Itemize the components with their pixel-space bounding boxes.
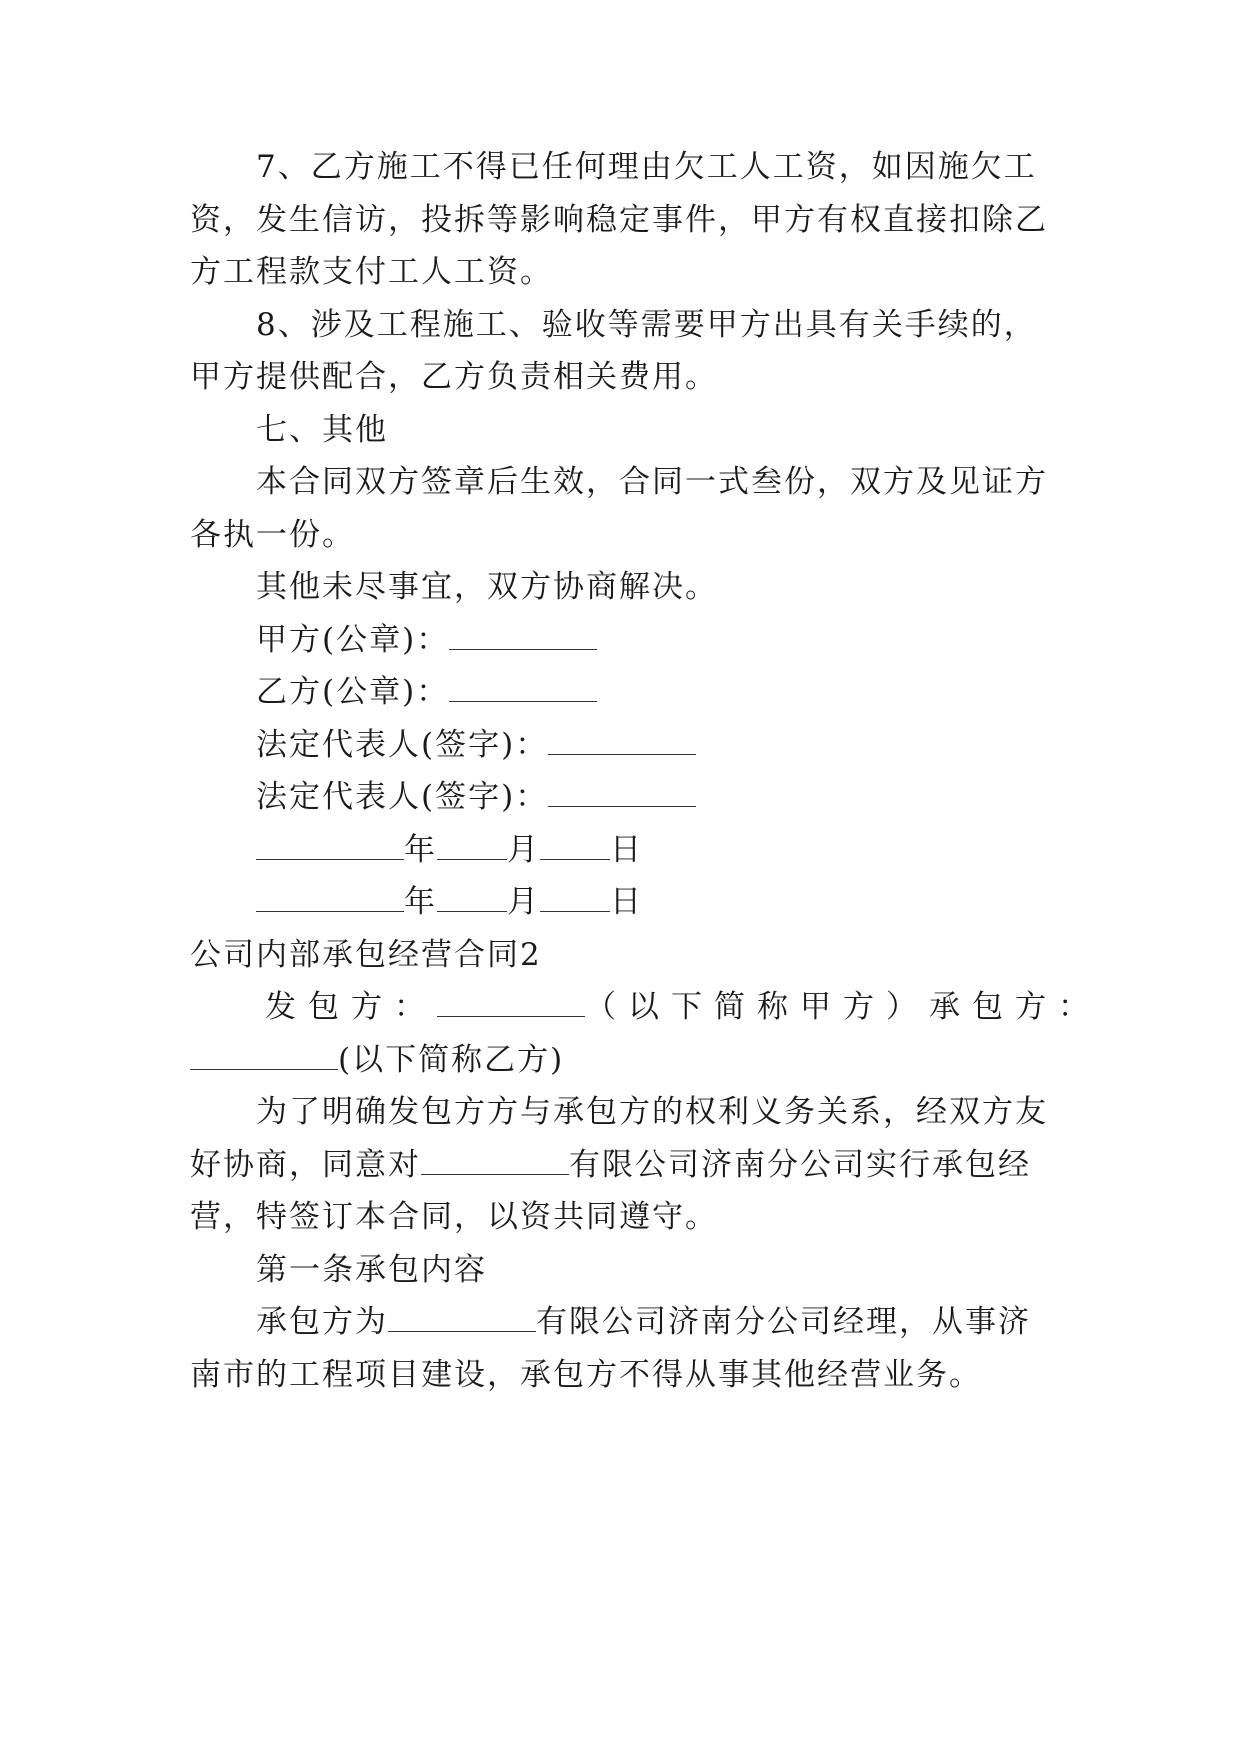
purpose-line-2 xyxy=(190,1145,1031,1185)
legal-rep-row-1 xyxy=(256,725,696,765)
contract-2-title: 公司内部承包经营合同2 xyxy=(190,937,542,973)
date-row-2 xyxy=(256,882,643,922)
issuer-row xyxy=(265,987,1101,1027)
legal-rep-label-1: 法定代表人(签字)： xyxy=(256,727,549,763)
day-blank-2 xyxy=(540,889,610,912)
party-b-seal-row xyxy=(256,672,597,712)
other-matters: 其他未尽事宜，双方协商解决。 xyxy=(256,569,718,605)
issuer-blank xyxy=(437,994,585,1017)
article-1-line-1 xyxy=(256,1302,1031,1342)
effect-line-2: 各执一份。 xyxy=(190,517,355,553)
legal-rep-blank-1 xyxy=(548,732,696,755)
day-blank-1 xyxy=(540,837,610,860)
legal-rep-blank-2 xyxy=(548,784,696,807)
section-7-title: 七、其他 xyxy=(256,412,388,448)
clause-7-line-3: 方工程款支付工人工资。 xyxy=(190,254,553,290)
clause-7-line-2: 资，发生信访，投拆等影响稳定事件，甲方有权直接扣除乙 xyxy=(190,202,1048,238)
article-1-line-1-start: 承包方为 xyxy=(256,1304,388,1340)
year-blank-2 xyxy=(256,889,404,912)
article-1-title: 第一条承包内容 xyxy=(256,1252,487,1288)
purpose-line-1: 为了明确发包方方与承包方的权利义务关系，经双方友 xyxy=(256,1094,1048,1130)
party-b-seal-label: 乙方(公章)： xyxy=(256,674,450,710)
clause-8-line-1: 8、涉及工程施工、验收等需要甲方出具有关手续的， xyxy=(256,307,1037,343)
company-blank-2 xyxy=(388,1309,536,1332)
contractor-blank xyxy=(190,1047,338,1070)
clause-8-line-2: 甲方提供配合，乙方负责相关费用。 xyxy=(190,359,718,395)
party-a-seal-blank xyxy=(449,627,597,650)
month-blank-1 xyxy=(437,837,507,860)
day-label-2: 日 xyxy=(610,884,643,920)
purpose-line-2-end: 有限公司济南分公司实行承包经 xyxy=(569,1147,1031,1183)
article-1-line-1-end: 有限公司济南分公司经理，从事济 xyxy=(536,1304,1031,1340)
clause-7-line-1: 7、乙方施工不得已任何理由欠工人工资，如因施欠工 xyxy=(256,149,1037,185)
year-label-1: 年 xyxy=(404,832,437,868)
purpose-line-3: 营，特签订本合同，以资共同遵守。 xyxy=(190,1199,718,1235)
month-blank-2 xyxy=(437,889,507,912)
party-a-seal-row xyxy=(256,620,597,660)
date-row-1 xyxy=(256,830,643,870)
party-b-seal-blank xyxy=(449,679,597,702)
month-label-1: 月 xyxy=(507,832,540,868)
issuer-suffix: （以下简称甲方）承包方： xyxy=(585,989,1101,1025)
year-label-2: 年 xyxy=(404,884,437,920)
company-blank-1 xyxy=(421,1152,569,1175)
article-1-line-2: 南市的工程项目建设，承包方不得从事其他经营业务。 xyxy=(190,1357,982,1393)
contractor-row xyxy=(190,1040,564,1080)
legal-rep-row-2 xyxy=(256,777,696,817)
year-blank-1 xyxy=(256,837,404,860)
issuer-label: 发包方： xyxy=(265,989,437,1025)
effect-line-1: 本合同双方签章后生效，合同一式叁份，双方及见证方 xyxy=(256,464,1048,500)
purpose-line-2-start: 好协商，同意对 xyxy=(190,1147,421,1183)
legal-rep-label-2: 法定代表人(签字)： xyxy=(256,779,549,815)
party-a-seal-label: 甲方(公章)： xyxy=(256,622,450,658)
month-label-2: 月 xyxy=(507,884,540,920)
contractor-suffix: (以下简称乙方) xyxy=(338,1042,565,1078)
day-label-1: 日 xyxy=(610,832,643,868)
